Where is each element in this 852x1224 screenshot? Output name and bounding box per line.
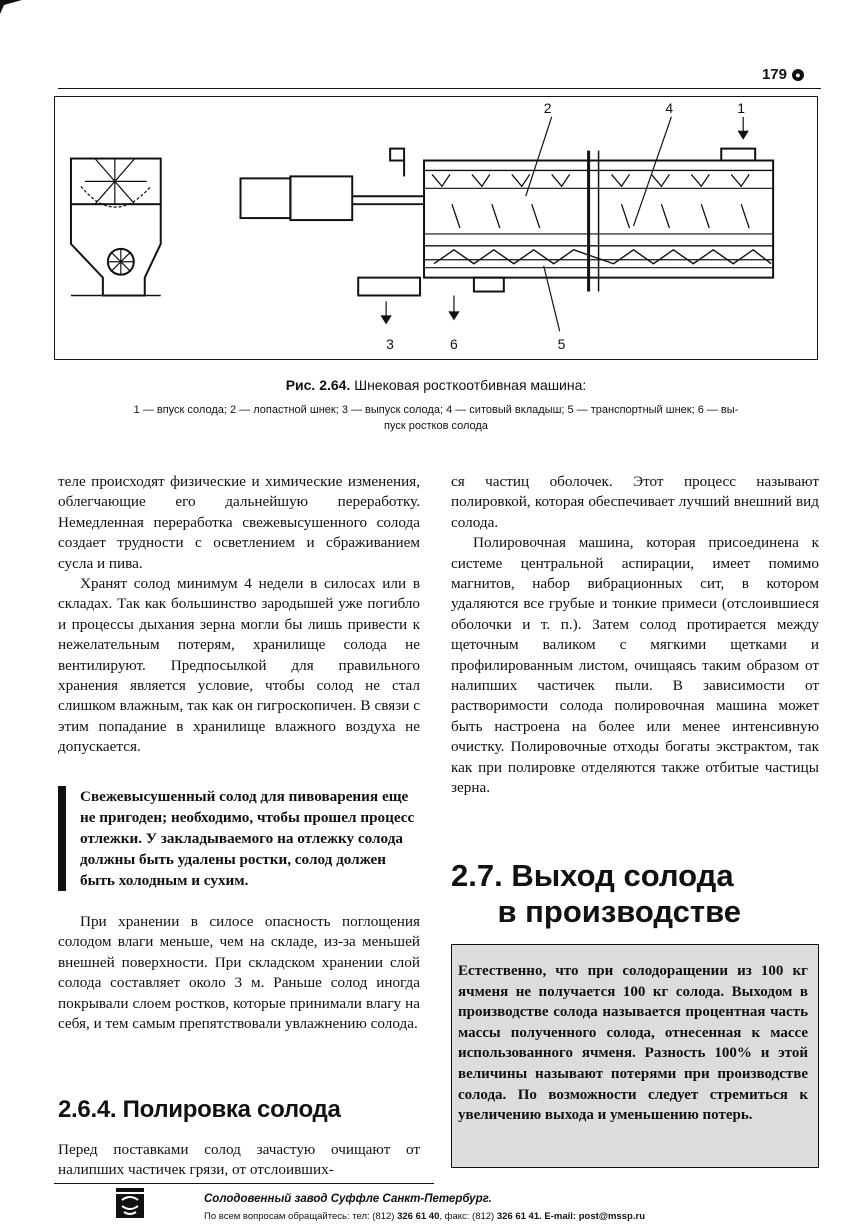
footer-phone: 326 61 40 (397, 1211, 440, 1222)
footer-email[interactable]: post@mssp.ru (578, 1211, 645, 1222)
left-column-bottom (58, 1140, 420, 1181)
figure-caption-text: Шнековая росткоотбивная машина: (350, 377, 587, 393)
figure-caption-label: Рис. 2.64. (285, 377, 351, 393)
figure-caption (54, 377, 818, 393)
figure-legend-line2: пуск ростков солода (384, 420, 488, 432)
section-heading-2-6-4: 2.6.4. Полировка солода (58, 1096, 341, 1123)
left-paragraph-2: Хранят солод минимум 4 недели в силосах или в складах. Так как большинство зародышей уже погибло и процессы дыхания зерна могли бы лишь привести к нежелательным потерям, хранилище солода не вентилируют. Предпосылкой для правильного хранения является условие, чтобы солод не стал слишком влажным, так как он гигроскопичен. В связи с этим попадание в хранилище влажного воздуха не допускается. (58, 575, 420, 756)
footer-contacts: По всем вопросам обращайтесь: тел: (812) 326 61 40, факс: (812) 326 61 41. E-mail: post@mssp.ru (204, 1211, 645, 1222)
callout-6: 6 (449, 336, 458, 353)
main-view-drawing (241, 149, 774, 296)
figure-screw-machine (54, 96, 818, 360)
left-paragraph-3: При хранении в силосе опасность поглощения солодом влаги меньше, чем на складе, из-за меньшей внешней поверхности. При складском хранении слой солода составляет около 3 м. Раньше солод иногда покрывали слоем ростков, которые принимали влагу на себя, и тем самым препятствовали увлажнению солода. (58, 913, 420, 1033)
right-paragraph-1: ся частиц оболочек. Этот процесс называют полировкой, которая обеспечивает лучший внешний вид солода. (451, 473, 819, 531)
page-number: 179 ● (762, 66, 804, 83)
section-heading-2-7 (451, 858, 741, 930)
callout-leaders (381, 117, 748, 331)
callout-labels (386, 100, 745, 352)
highlight-bar (58, 786, 66, 891)
side-view-drawing (71, 159, 161, 296)
mssp-logo-icon (116, 1188, 144, 1218)
callout-1: 1 (737, 99, 745, 116)
left-paragraph-4: Перед поставками солод зачастую очищают от налипших частичек грязи, от отслоивших- (58, 1141, 420, 1179)
left-paragraph-1: теле происходят физические и химические изменения, облегчающие его дальнейшую переработку. Немедленная переработка свежевысушенного солода создает трудности с осветлением и сбраживанием сусла и пива. (58, 473, 420, 572)
page-badge-icon: ● (792, 69, 804, 81)
callout-4: 4 (665, 99, 674, 116)
callout-5: 5 (557, 336, 566, 353)
highlight-note (58, 786, 420, 891)
callout-2: 2 (543, 99, 552, 116)
footer-company: Солодовенный завод Суффле Санкт-Петербург. (204, 1193, 492, 1205)
shaded-definition-box: Естественно, что при солодоращении из 100 кг ячменя не получается 100 кг солода. Выходом в производстве солода называется процентная часть массы полученного солода, отнесенная к массе использованного ячменя. Разность 100% и этой величины называют потерями при производстве солода. По возможности следует стремиться к увеличению выхода и уменьшению потерь. (451, 944, 819, 1168)
right-column (451, 472, 819, 799)
left-column-lower (58, 912, 420, 1034)
figure-legend (54, 402, 818, 434)
footer-rule (54, 1183, 434, 1184)
left-column (58, 472, 420, 758)
callout-3: 3 (386, 336, 394, 353)
corner-scan-mark (0, 0, 22, 14)
highlight-text: Свежевысушенный солод для пивоварения еще не пригоден; необходимо, чтобы прошел процесс отлежки. У закладываемого на отлежку солода должны быть удалены ростки, солод должен быть холодным и сухим. (80, 788, 415, 889)
figure-legend-line1: 1 — впуск солода; 2 — лопастной шнек; 3 — выпуск солода; 4 — ситовый вкладыш; 5 — транспортный шнек; 6 — вы- (133, 404, 739, 416)
section-heading-line2: в производстве (497, 894, 741, 929)
footer-fax: 326 61 41 (496, 1211, 540, 1222)
right-paragraph-2: Полировочная машина, которая присоединена к системе центральной аспирации, имеет помимо магнитов, набор вибрационных сит, в котором удаляются все грубые и тонкие примеси (отслоившиеся оболочки и т. п.). Затем солод протирается между щеточным валиком с мягкими щетками и профилированным листом, очищаясь таким образом от налипших частичек пыли. В зависимости от растворимости солода полировочная машина может быть настроена на более или менее интенсивную очистку. Полировочные отходы богаты экстрактом, так как при полировке отделяются также отбитые частицы зерна. (451, 534, 819, 797)
section-heading-line1: 2.7. Выход солода (451, 858, 734, 893)
header-rule (58, 88, 821, 89)
